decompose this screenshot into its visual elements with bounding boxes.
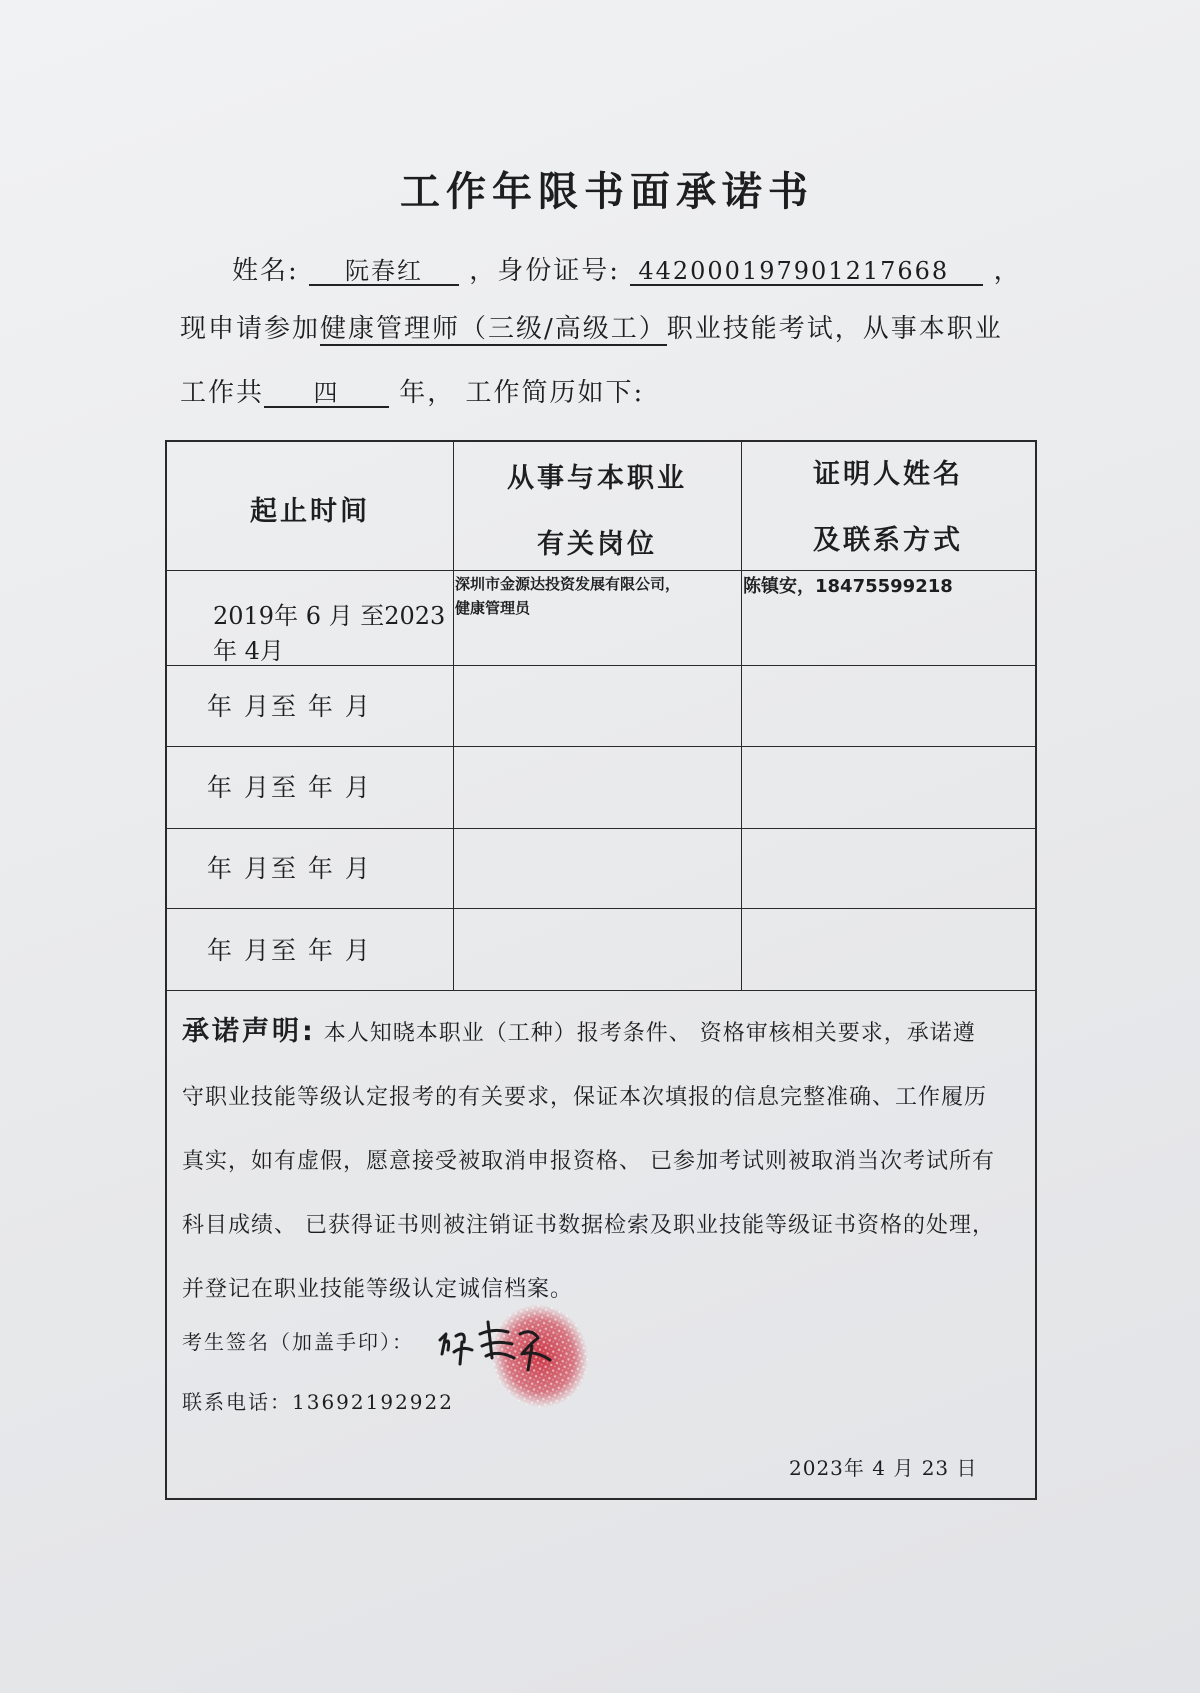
signature-fingerprint-icon bbox=[432, 1294, 602, 1414]
row1-time-line2: 年 4月 bbox=[213, 637, 284, 665]
header-position-line2: 有关岗位 bbox=[537, 529, 657, 560]
row-divider bbox=[167, 908, 1035, 909]
declaration-line4: 科目成绩、 已获得证书则被注销证书数据检索及职业技能等级证书资格的处理， bbox=[182, 1213, 995, 1238]
id-value: 442000197901217668 bbox=[630, 258, 983, 286]
header-time: 起止时间 bbox=[250, 496, 370, 527]
sign-date: 2023年 4 月 23 日 bbox=[789, 1456, 978, 1480]
phone-line bbox=[182, 1386, 454, 1415]
row-divider bbox=[167, 746, 1035, 747]
apply-suffix: 职业技能考试，从事本职业 bbox=[666, 314, 1003, 344]
row-divider bbox=[167, 665, 1035, 666]
occupation-value: 健康管理师（三级/高级工） bbox=[320, 314, 667, 344]
signature-label: 考生签名（加盖手印）： bbox=[182, 1330, 414, 1354]
row4-time: 年 月至 年 月 bbox=[207, 854, 372, 883]
years-value: 四 bbox=[264, 380, 389, 408]
row1-position-line2: 健康管理员 bbox=[455, 599, 531, 617]
row-divider bbox=[167, 828, 1035, 829]
row-divider bbox=[167, 570, 1035, 571]
declaration-line5: 并登记在职业技能等级认定诚信档案。 bbox=[182, 1277, 574, 1302]
declaration-heading: 承诺声明: bbox=[182, 1016, 316, 1047]
header-witness-line1: 证明人姓名 bbox=[813, 459, 963, 490]
declaration-line2: 守职业技能等级认定报考的有关要求，保证本次填报的信息完整准确、工作履历 bbox=[182, 1085, 988, 1110]
row3-time: 年 月至 年 月 bbox=[207, 773, 372, 802]
work-history-table bbox=[165, 440, 1037, 1500]
apply-prefix: 现申请参加 bbox=[180, 314, 321, 344]
row-divider bbox=[167, 990, 1035, 991]
document-title: 工作年限书面承诺书 bbox=[400, 169, 814, 215]
years-suffix: 年， 工作简历如下: bbox=[399, 378, 645, 408]
id-comma: ， bbox=[993, 256, 1022, 286]
declaration-line1: 本人知晓本职业（工种）报考条件、 资格审核相关要求，承诺遵 bbox=[315, 1021, 976, 1046]
phone-label: 联系电话： bbox=[182, 1390, 292, 1414]
name-value: 阮春红 bbox=[309, 258, 459, 286]
years-prefix: 工作共 bbox=[180, 378, 265, 408]
row1-position-line1: 深圳市金源达投资发展有限公司， bbox=[455, 575, 681, 593]
row1-witness: 陈镇安，18475599218 bbox=[743, 576, 953, 597]
row5-time: 年 月至 年 月 bbox=[207, 936, 372, 965]
row2-time: 年 月至 年 月 bbox=[207, 692, 372, 721]
id-label: ，身份证号: bbox=[469, 256, 621, 286]
name-id-line bbox=[232, 250, 1022, 287]
phone-value: 13692192922 bbox=[292, 1390, 454, 1414]
header-witness-line2: 及联系方式 bbox=[813, 525, 963, 556]
years-line bbox=[180, 372, 644, 409]
application-line bbox=[180, 308, 1003, 345]
header-position-line1: 从事与本职业 bbox=[507, 463, 687, 494]
row1-time-line1: 2019年 6 月 至2023 bbox=[213, 602, 446, 630]
declaration-text bbox=[182, 1000, 1022, 1322]
name-label: 姓名: bbox=[232, 256, 299, 286]
declaration-line3: 真实，如有虚假，愿意接受被取消申报资格、 已参加考试则被取消当次考试所有 bbox=[182, 1149, 995, 1174]
